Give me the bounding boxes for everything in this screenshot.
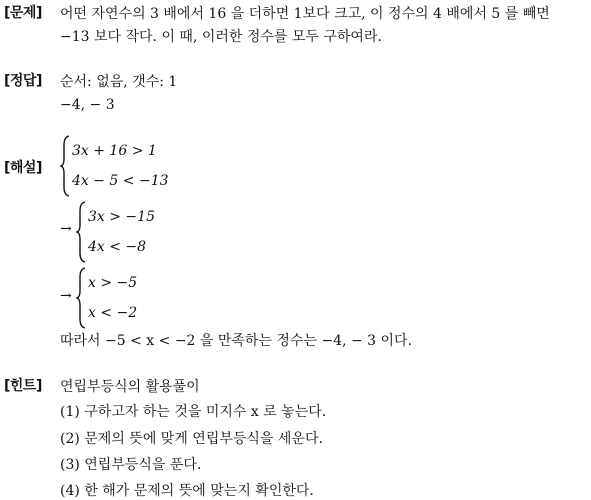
hint-step-3: (3) 연립부등식을 푼다.	[60, 457, 202, 473]
answer-label: [정답]	[4, 73, 42, 89]
problem-text-line2: −13 보다 작다. 이 때, 이러한 정수를 모두 구하여라.	[60, 29, 382, 45]
hint-step-4: (4) 한 해가 문제의 뜻에 맞는지 확인한다.	[60, 483, 314, 499]
system3-brace	[76, 267, 86, 329]
system1-brace	[60, 135, 70, 197]
answer-meta: 순서: 없음, 갯수: 1	[60, 74, 178, 90]
hint-step-2: (2) 문제의 뜻에 맞게 연립부등식을 세운다.	[60, 431, 323, 447]
answer-value: −4, − 3	[60, 97, 115, 113]
system3-ineq2: x < −2	[88, 305, 138, 321]
solution-conclusion: 따라서 −5 < x < −2 을 만족하는 정수는 −4, − 3 이다.	[60, 333, 413, 349]
system2-ineq2: 4x < −8	[88, 239, 147, 255]
problem-text-line1: 어떤 자연수의 3 배에서 16 을 더하면 1보다 크고, 이 정수의 4 배에서 5 를 빼면	[60, 6, 550, 22]
system2-ineq1: 3x > −15	[88, 209, 155, 225]
system1-ineq1: 3x + 16 > 1	[72, 143, 157, 159]
arrow-icon: →	[60, 221, 72, 237]
solution-label: [해설]	[4, 160, 42, 176]
hint-step-1: (1) 구하고자 하는 것을 미지수 x 로 놓는다.	[60, 404, 327, 420]
problem-label: [문제]	[4, 5, 42, 21]
hint-label: [힌트]	[4, 378, 42, 394]
arrow-icon: →	[60, 288, 72, 304]
system1-ineq2: 4x − 5 < −13	[72, 173, 169, 189]
system3-ineq1: x > −5	[88, 275, 138, 291]
hint-title: 연립부등식의 활용풀이	[60, 379, 200, 395]
system2-brace	[76, 201, 86, 263]
